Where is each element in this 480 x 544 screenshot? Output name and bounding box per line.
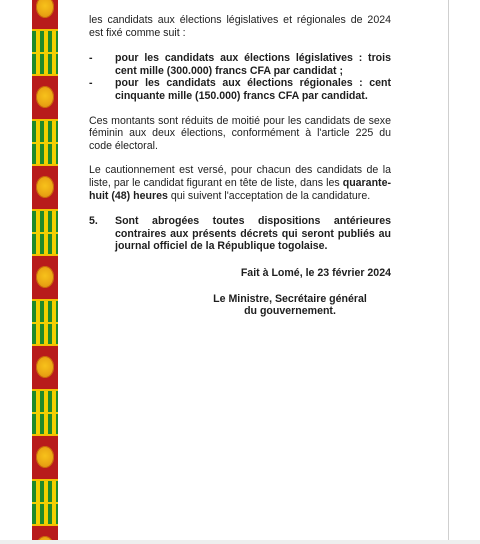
band-stripe-segment xyxy=(32,31,58,74)
bottom-strip xyxy=(0,540,480,544)
band-sun-segment xyxy=(32,256,58,299)
deposit-text-before: Le cautionnement est versé, pour chacun des candidats de la liste, par le candidat figurant en tête de liste, dans les xyxy=(89,164,391,189)
sun-icon xyxy=(36,266,54,288)
deposit-deadline: quarante-huit (48) heures xyxy=(89,176,391,202)
band-stripe-segment xyxy=(32,301,58,344)
band-stripe-segment xyxy=(32,391,58,434)
intro-text: les candidats aux élections législatives et régionales de 2024 est fixé comme suit : xyxy=(89,14,391,39)
sun-icon xyxy=(36,86,54,108)
article-text: Sont abrogées toutes dispositions antérieures contraires aux présents décrets qui seront publiés au journal officiel de la République togolaise. xyxy=(115,215,391,253)
article-5 xyxy=(89,215,391,253)
band-stripe-segment xyxy=(32,211,58,254)
bullet-text: pour les candidats aux élections législatives : trois cent mille (300.000) francs CFA par candidat ; xyxy=(115,52,391,77)
sun-icon xyxy=(36,446,54,468)
place-date: Fait à Lomé, le 23 février 2024 xyxy=(240,266,391,279)
deposit-text-after: qui suivent l'acceptation de la candidature. xyxy=(167,189,371,202)
signature-title: Le Ministre, Secrétaire général xyxy=(213,292,367,305)
sun-icon xyxy=(36,0,54,18)
decorative-flag-band xyxy=(32,0,58,540)
bullet-mark: - xyxy=(89,52,93,65)
bullet-regional xyxy=(89,77,391,102)
band-stripe-segment xyxy=(32,121,58,164)
document-body xyxy=(89,14,391,318)
bullet-text: pour les candidats aux élections régionales : cent cinquante mille (150.000) francs CFA par candidat. xyxy=(115,77,391,102)
bullet-legislative xyxy=(89,52,391,77)
band-sun-segment xyxy=(32,526,58,540)
bullet-mark: - xyxy=(89,77,93,90)
sun-icon xyxy=(36,176,54,198)
band-sun-segment xyxy=(32,166,58,209)
deposit-paragraph xyxy=(89,164,391,202)
signature-subtitle: du gouvernement. xyxy=(244,305,336,318)
article-number: 5. xyxy=(89,215,98,228)
reduction-paragraph: Ces montants sont réduits de moitié pour les candidats de sexe féminin aux deux élections, conformément à l'article 225 du code électoral. xyxy=(89,114,391,152)
band-sun-segment xyxy=(32,436,58,479)
band-stripe-segment xyxy=(32,481,58,524)
band-sun-segment xyxy=(32,76,58,119)
band-sun-segment xyxy=(32,0,58,29)
sun-icon xyxy=(36,356,54,378)
band-sun-segment xyxy=(32,346,58,389)
page-edge xyxy=(448,0,449,544)
